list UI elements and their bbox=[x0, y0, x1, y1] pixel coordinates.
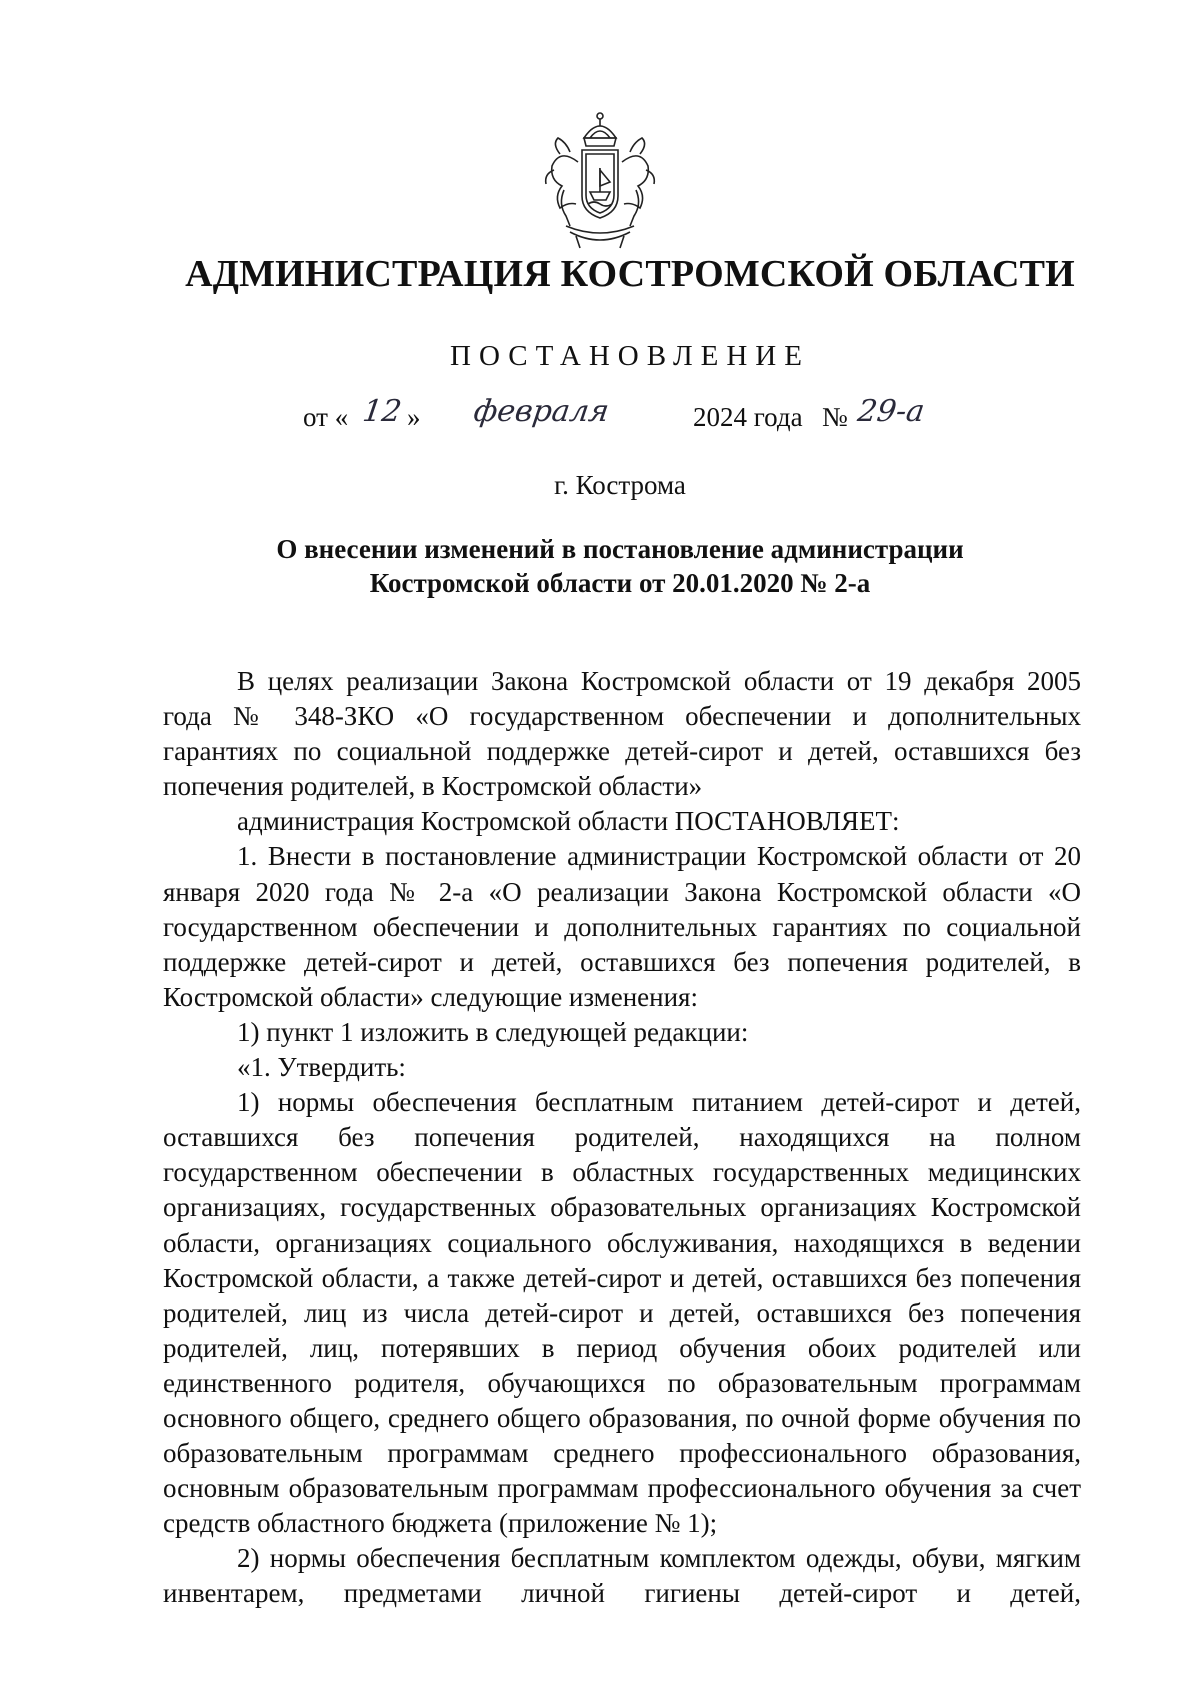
handwritten-day: 12 bbox=[360, 394, 404, 429]
handwritten-month: февраля bbox=[471, 394, 612, 429]
date-mid: » bbox=[407, 402, 421, 432]
subject-line-1: О внесении изменений в постановление администрации bbox=[276, 534, 964, 564]
document-type: ПОСТАНОВЛЕНИЕ bbox=[450, 340, 810, 372]
paragraph-approve: «1. Утвердить: bbox=[237, 1052, 406, 1083]
handwritten-number: 29-а bbox=[855, 394, 927, 429]
paragraph-resolves: администрация Костромской области ПОСТАНОВЛЯЕТ: bbox=[237, 806, 900, 837]
document-date-line bbox=[0, 394, 1200, 448]
paragraph-norms-clothing: 2) нормы обеспечения бесплатным комплектом одежды, обуви, мягким инвентарем, предметами личной гигиены детей-сирот и детей, bbox=[163, 1543, 1081, 1609]
paragraph-subitem-1: 1) пункт 1 изложить в следующей редакции: bbox=[237, 1016, 749, 1047]
paragraph-preamble: В целях реализации Закона Костромской области от 19 декабря 2005 года № 348-ЗКО «О государственном обеспечении и дополнительных гарантиях по социальной поддержке детей-сирот и детей, оставшихся без попечения родителей, в Костромской области» bbox=[163, 666, 1081, 802]
date-prefix: от « bbox=[303, 402, 349, 432]
paragraph-item-1: 1. Внести в постановление администрации Костромской области от 20 января 2020 года № 2-а «О реализации Закона Костромской области «О государственном обеспечении и дополнительных гарантиях по социальной поддержке детей-сирот и детей, оставшихся без попечения родителей, в Костромской области» следующие изменения: bbox=[163, 841, 1081, 1012]
document-subject bbox=[0, 532, 1200, 600]
paragraph-norms-food: 1) нормы обеспечения бесплатным питанием детей-сирот и детей, оставшихся без попечения родителей, находящихся на полном государственном обеспечении в областных государственных медицинских организациях, государственных образовательных организациях Костромской области, организациях социального обслуживания, находящихся в ведении Костромской области, а также детей-сирот и детей, оставшихся без попечения родителей, лиц из числа детей-сирот и детей, оставшихся без попечения родителей, лиц, потерявших в период обучения обоих родителей или единственного родителя, обучающихся по образовательным программам основного общего, среднего общего образования, по очной форме обучения по образовательным программам среднего профессионального образования, основным образовательным программам профессионального обучения за счет средств областного бюджета (приложение № 1); bbox=[163, 1087, 1081, 1539]
subject-line-2: Костромской области от 20.01.2020 № 2-а bbox=[369, 568, 871, 598]
document-body bbox=[163, 664, 1081, 1612]
organization-title: АДМИНИСТРАЦИЯ КОСТРОМСКОЙ ОБЛАСТИ bbox=[185, 253, 1075, 295]
number-prefix: № bbox=[822, 402, 848, 432]
city: г. Кострома bbox=[554, 470, 686, 500]
coat-of-arms-icon bbox=[540, 108, 660, 258]
year-text: 2024 года bbox=[693, 402, 803, 432]
